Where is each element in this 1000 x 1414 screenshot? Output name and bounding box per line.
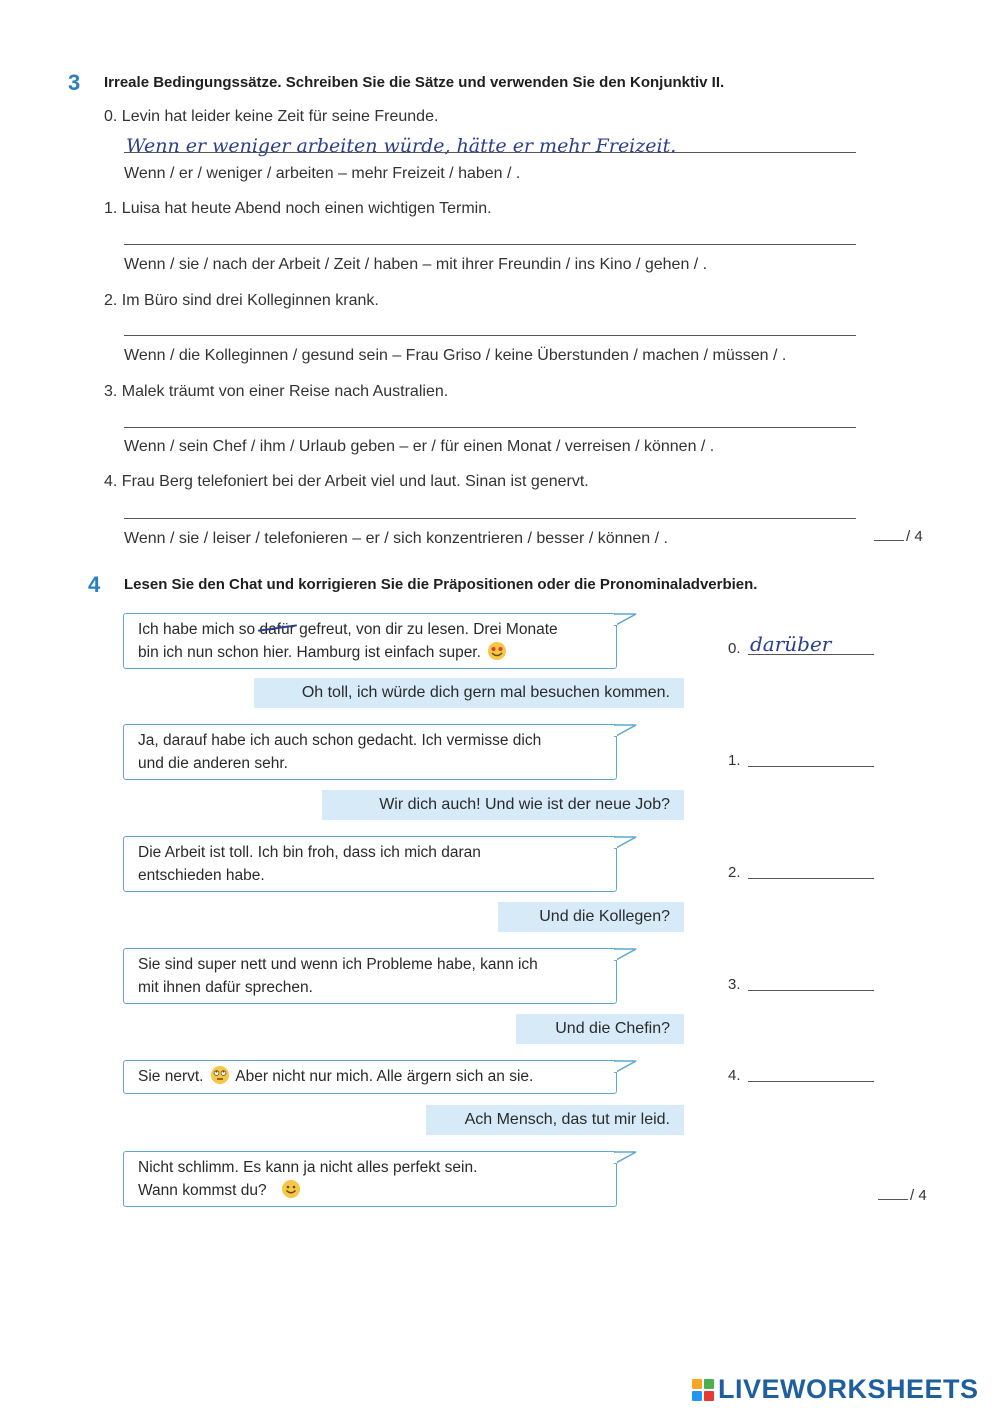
message-text: gefreut, von dir zu lesen. Drei Monate [299,621,558,638]
exercise-3-item-4 [104,473,589,491]
item-prompt: Levin hat leider keine Zeit für seine Freunde. [121,108,439,125]
example-answer: Wenn er weniger arbeiten würde, hätte er mehr Freizeit. [126,135,677,157]
score-exercise-4 [878,1187,927,1204]
answer-input-2[interactable] [748,878,874,879]
answer-number: 3. [728,976,741,993]
exercise-3-item-2 [104,292,379,310]
brand-name: LIVEWORKSHEETS [718,1374,979,1404]
message-text: mit ihnen dafür sprechen. [138,979,313,996]
item-prompt: Malek träumt von einer Reise nach Australien. [121,383,449,400]
answer-line-0 [124,152,856,153]
chat-message-0 [123,613,617,669]
answer-input-3[interactable] [748,990,874,991]
answer-input-1[interactable] [748,766,874,767]
item-number: 0. [104,108,118,125]
answer-line [748,654,874,655]
score-total: / 4 [910,1187,927,1204]
message-text: Aber nicht nur mich. Alle ärgern sich an sie. [235,1068,534,1085]
chat-message-1 [123,724,617,780]
chat-message-4 [123,1060,617,1094]
item-cue-2: Wenn / die Kolleginnen / gesund sein – Frau Griso / keine Überstunden / machen / müssen / . [124,347,787,364]
answer-slot-3 [728,974,874,996]
chat-message-2 [123,836,617,892]
chat-message-3 [123,948,617,1004]
message-text: Ja, darauf habe ich auch schon gedacht. Ich vermisse dich [138,732,542,749]
message-text: Sie sind super nett und wenn ich Probleme habe, kann ich [138,956,538,973]
exercise-3-title: Irreale Bedingungssätze. Schreiben Sie die Sätze und verwenden Sie den Konjunktiv II. [104,74,725,91]
message-text: und die anderen sehr. [138,755,288,772]
item-cue-4: Wenn / sie / leiser / telefonieren – er / sich konzentrieren / besser / können / . [124,530,668,547]
logo-tiles-icon [692,1379,714,1401]
item-number: 1. [104,200,118,217]
answer-number: 1. [728,752,741,769]
answer-input-4[interactable] [124,518,856,519]
answer-slot-4 [728,1065,874,1087]
struck-word: dafür [260,618,295,641]
answer-input-4[interactable] [748,1081,874,1082]
item-cue-1: Wenn / sie / nach der Arbeit / Zeit / haben – mit ihrer Freundin / ins Kino / gehen / . [124,256,708,273]
message-text: Nicht schlimm. Es kann ja nicht alles perfekt sein. [138,1159,478,1176]
bubble-tail [614,612,638,626]
answer-input-1[interactable] [124,244,856,245]
message-text: Sie nervt. [138,1068,204,1085]
answer-input-2[interactable] [124,335,856,336]
logo-tile [692,1391,702,1401]
item-number: 4. [104,473,118,490]
answer-number: 4. [728,1067,741,1084]
exercise-3-item-0 [104,108,438,126]
message-text: Ich habe mich so [138,621,256,638]
score-blank[interactable] [878,1199,908,1200]
bubble-tail [614,947,638,961]
bubble-tail [614,835,638,849]
heart-eyes-emoji-icon [487,641,507,661]
eye-roll-emoji-icon [210,1065,230,1085]
logo-tile [704,1391,714,1401]
answer-slot-0 [728,634,874,658]
item-cue-3: Wenn / sein Chef / ihm / Urlaub geben – er / für einen Monat / verreisen / können / . [124,438,715,455]
chat-message-5 [123,1151,617,1207]
answer-number: 2. [728,864,741,881]
exercise-4-number: 4 [88,572,101,597]
answer-slot-1 [728,750,874,772]
bubble-tail [614,1150,638,1164]
chat-reply-4: Und die Chefin? [516,1014,684,1044]
message-text: bin ich nun schon hier. Hamburg ist einfach super. [138,644,481,661]
chat-reply-1: Oh toll, ich würde dich gern mal besuchen kommen. [254,678,684,708]
message-text: entschieden habe. [138,867,265,884]
smile-emoji-icon [281,1179,301,1199]
exercise-4-title: Lesen Sie den Chat und korrigieren Sie die Präpositionen oder die Pronominaladverbien. [124,576,758,593]
score-total: / 4 [906,528,923,545]
item-prompt: Luisa hat heute Abend noch einen wichtigen Termin. [121,200,492,217]
message-text: Wann kommst du? [138,1182,267,1199]
score-blank[interactable] [874,540,904,541]
exercise-3-number: 3 [68,70,81,95]
liveworksheets-logo [692,1374,979,1405]
logo-tile [704,1379,714,1389]
item-number: 3. [104,383,118,400]
item-number: 2. [104,292,118,309]
chat-reply-2: Wir dich auch! Und wie ist der neue Job? [322,790,684,820]
chat-reply-3: Und die Kollegen? [498,902,684,932]
item-prompt: Frau Berg telefoniert bei der Arbeit viel und laut. Sinan ist genervt. [121,473,589,490]
item-prompt: Im Büro sind drei Kolleginnen krank. [121,292,379,309]
answer-number: 0. [728,640,741,657]
bubble-tail [614,723,638,737]
example-answer: darüber [750,632,832,656]
exercise-3-item-1 [104,200,492,218]
logo-tile [692,1379,702,1389]
message-text: Die Arbeit ist toll. Ich bin froh, dass ich mich daran [138,844,481,861]
item-cue-0: Wenn / er / weniger / arbeiten – mehr Freizeit / haben / . [124,165,521,182]
answer-input-3[interactable] [124,427,856,428]
chat-reply-5: Ach Mensch, das tut mir leid. [426,1105,684,1135]
exercise-3-item-3 [104,383,448,401]
answer-slot-2 [728,862,874,884]
score-exercise-3 [874,528,923,545]
bubble-tail [614,1059,638,1073]
